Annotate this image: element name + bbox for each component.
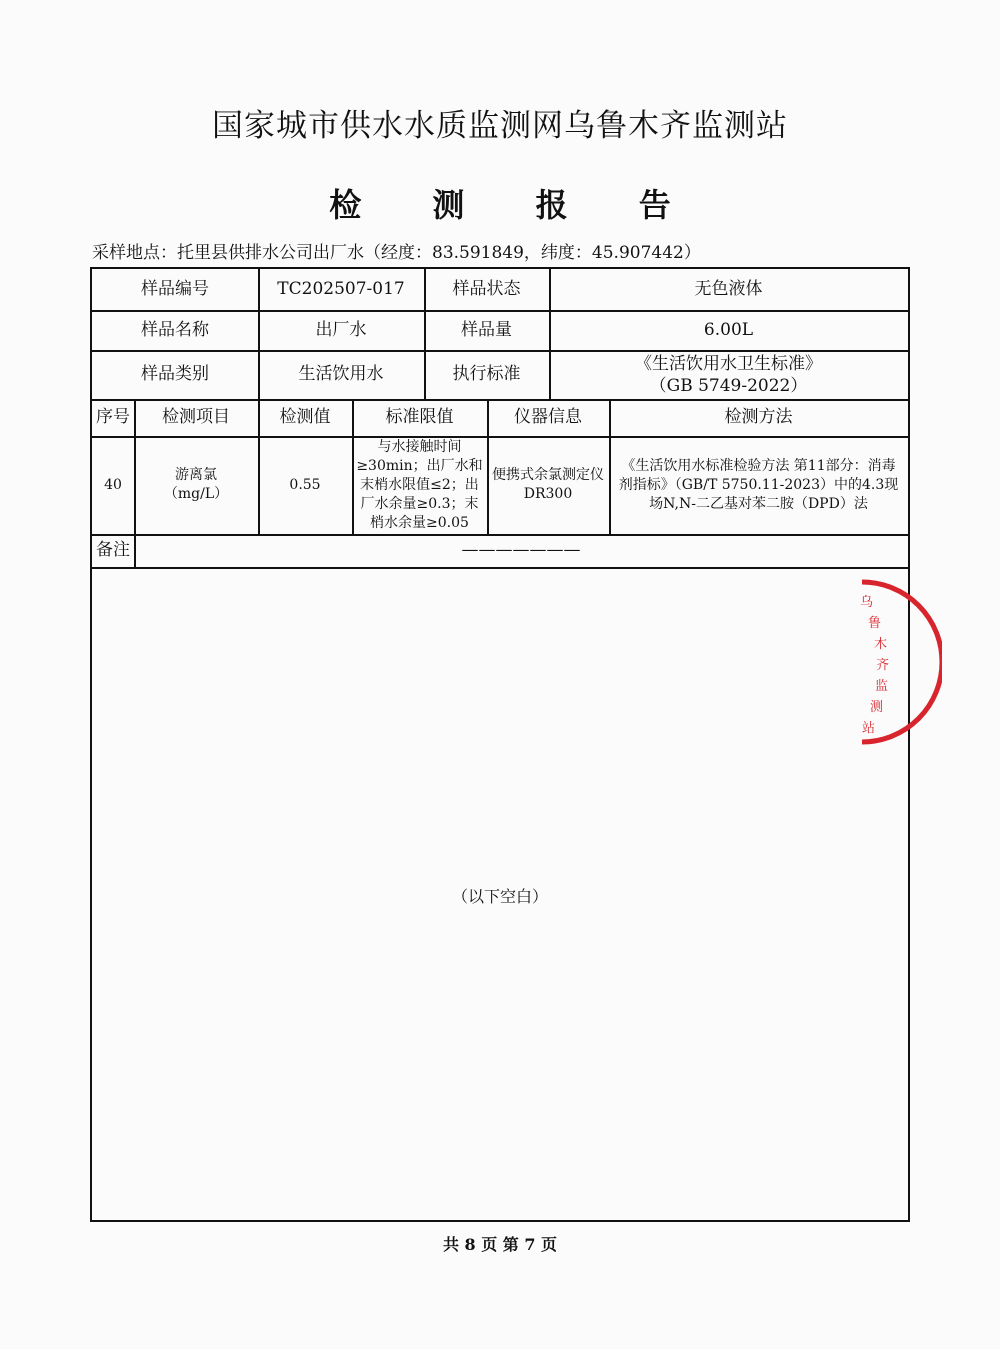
official-seal xyxy=(832,572,942,752)
sample-no-label: 样品编号 xyxy=(141,279,209,300)
header-value: 检测值 xyxy=(279,407,331,428)
seal-glyph: 木 xyxy=(874,637,888,652)
header-method: 检测方法 xyxy=(724,407,793,428)
seal-glyph: 齐 xyxy=(876,658,890,673)
header-item: 检测项目 xyxy=(162,407,230,428)
standard-label: 执行标准 xyxy=(452,364,521,385)
seal-glyph: 监 xyxy=(875,679,889,694)
sample-name-value: 出厂水 xyxy=(315,319,367,340)
station-name: 国家城市供水水质监测网乌鲁木齐监测站 xyxy=(212,108,788,144)
report-table xyxy=(90,267,910,1222)
result-item xyxy=(134,436,258,534)
result-item-name: 游离氯 xyxy=(175,467,217,483)
row-divider xyxy=(92,567,908,569)
sample-name-label: 样品名称 xyxy=(141,319,209,340)
seal-glyph: 测 xyxy=(870,700,884,715)
sample-state-value: 无色液体 xyxy=(694,279,763,300)
instrument-model: DR300 xyxy=(523,486,573,502)
result-item-unit: （mg/L） xyxy=(163,486,229,502)
header-limit: 标准限值 xyxy=(385,407,454,428)
remarks-value: ——————— xyxy=(461,540,581,561)
sample-amount-label: 样品量 xyxy=(461,319,512,340)
sampling-location: 采样地点：托里县供排水公司出厂水（经度：83.591849，纬度：45.907442） xyxy=(92,243,701,263)
seal-glyph: 站 xyxy=(862,721,876,736)
remarks-label: 备注 xyxy=(96,540,130,561)
instrument-name: 便携式余氯测定仪 xyxy=(492,467,604,483)
result-no: 40 xyxy=(104,476,122,493)
sample-amount-value: 6.00L xyxy=(703,319,754,340)
sample-category-label: 样品类别 xyxy=(141,364,209,385)
header-no: 序号 xyxy=(96,407,130,428)
result-instrument xyxy=(487,436,609,534)
result-method: 《生活饮用水标准检验方法 第11部分：消毒剂指标》（GB/T 5750.11-2023）中的4.3现场N,N-二乙基对苯二胺（DPD）法 xyxy=(618,457,899,512)
report-title: 检 测 报 告 xyxy=(329,186,701,224)
blank-below-note: （以下空白） xyxy=(451,887,548,906)
header-instrument: 仪器信息 xyxy=(514,407,582,428)
seal-glyph: 鲁 xyxy=(868,616,882,631)
standard-value xyxy=(549,350,908,399)
result-limit: 与水接触时间≥30min；出厂水和末梢水限值≤2；出厂水余量≥0.3；末梢水余量≥0.05 xyxy=(356,438,483,531)
standard-code: （GB 5749-2022） xyxy=(649,375,808,396)
sample-state-label: 样品状态 xyxy=(452,279,521,300)
sample-category-value: 生活饮用水 xyxy=(298,364,384,385)
result-value: 0.55 xyxy=(289,476,321,493)
standard-name: 《生活饮用水卫生标准》 xyxy=(635,353,822,374)
seal-ring xyxy=(862,582,942,742)
sample-no-value: TC202507-017 xyxy=(277,279,405,300)
seal-glyph: 乌 xyxy=(860,595,874,610)
page-number: 共 8 页 第 7 页 xyxy=(442,1235,558,1254)
